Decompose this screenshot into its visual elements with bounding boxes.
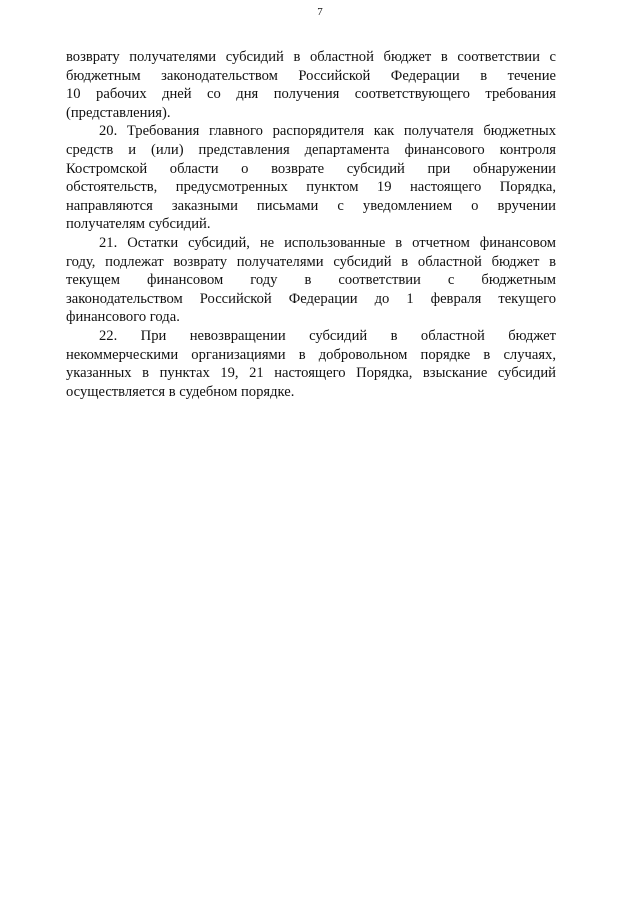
paragraph-21 (66, 234, 556, 327)
text-line: возврату получателями субсидий в областной бюджет в соответствии с (66, 49, 556, 65)
text-line: году, подлежат возврату получателями субсидий в областной бюджет в (66, 253, 556, 270)
text-line: получателям субсидий. (66, 216, 211, 233)
text-line: Костромской области о возврате субсидий при обнаружении (66, 160, 556, 177)
text-line: 10 рабочих дней со дня получения соответствующего требования (66, 86, 556, 103)
text-line: указанных в пунктах 19, 21 настоящего Порядка, взыскание субсидий (66, 365, 556, 382)
text-line: бюджетным законодательством Российской Федерации в течение (66, 67, 556, 84)
text-line: финансового года. (66, 309, 180, 326)
text-line: 22. При невозвращении субсидий в областной бюджет (99, 327, 556, 344)
paragraph-22 (66, 327, 556, 401)
text-line: средств и (или) представления департамента финансового контроля (66, 141, 556, 158)
paragraph-20 (66, 122, 556, 234)
text-line: (представления). (66, 104, 171, 121)
text-line: текущем финансовом году в соответствии с бюджетным (66, 272, 556, 289)
document-body (66, 48, 556, 401)
text-line: некоммерческими организациями в добровольном порядке в случаях, (66, 346, 556, 363)
text-line: осуществляется в судебном порядке. (66, 383, 295, 400)
text-line: обстоятельств, предусмотренных пунктом 19 настоящего Порядка, (66, 179, 556, 196)
text-line: направляются заказными письмами с уведомлением о вручении (66, 197, 556, 214)
text-line: 20. Требования главного распорядителя как получателя бюджетных (99, 123, 556, 140)
page-number: 7 (317, 6, 323, 18)
text-line: законодательством Российской Федерации до 1 февраля текущего (66, 290, 556, 307)
paragraph-continuation (66, 48, 556, 122)
text-line: 21. Остатки субсидий, не использованные в отчетном финансовом (99, 234, 556, 251)
